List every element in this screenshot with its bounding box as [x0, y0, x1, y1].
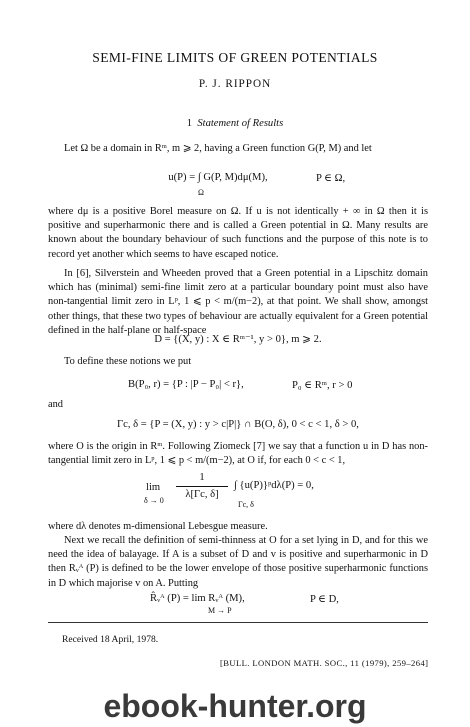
equation-1-condition: P ∈ Ω,: [316, 173, 346, 184]
equation-2: D = {(X, y) : X ∈ Rᵐ⁻¹, y > 0}, m ⩾ 2.: [154, 334, 322, 345]
equation-6-condition: P ∈ D,: [310, 594, 339, 605]
paragraph-3: In [6], Silverstein and Wheeden proved that a Green potential in a Lipschitz domain which has (minimal) semi-fine limit zero at a particular boundary point must also have non-tangential limit zero in Lᵖ, 1 ⩽ p < m/(m−2), at that point. We shall show, amongst other things, that these two types of behaviour are actually equivalent for a Green potential defined in the half-plane or half-space: [48, 268, 428, 336]
received-date: Received 18 April, 1978.: [62, 634, 159, 645]
journal-citation: [BULL. LONDON MATH. SOC., 11 (1979), 259–264]: [220, 658, 429, 668]
equation-5-denominator: λ[Γc, δ]: [185, 489, 219, 500]
equation-5-lim: lim: [146, 482, 161, 493]
paragraph-6: where O is the origin in Rᵐ. Following Ziomeck [7] we say that a function u in D has non-tangential limit zero in Lᵖ, 1 ⩽ p < m/(m−2), at O if, for each 0 < c < 1,: [48, 441, 428, 467]
equation-5-lim-subscript: δ → 0: [144, 496, 164, 505]
equation-6-subscript: M → P: [208, 606, 232, 615]
footer-rule: [48, 622, 428, 623]
equation-4: Γc, δ = {P = (X, y) : y > c|P|} ∩ B(O, δ), 0 < c < 1, δ > 0,: [117, 419, 359, 430]
equation-1-subscript: Ω: [198, 188, 204, 197]
equation-5-fraction-bar: [176, 486, 228, 487]
paragraph-2: where dμ is a positive Borel measure on Ω. If u is not identically + ∞ in Ω then it is positive and superharmonic there and is called a Green potential in Ω. Many results are known about the boundary behaviour of such functions and the purpose of this note is to record yet another which seems to have escaped notice.: [48, 206, 428, 260]
section-heading: [0, 118, 470, 129]
section-title: Statement of Results: [197, 118, 284, 129]
equation-6-body: R̂ᵥᴬ (P) = lim Rᵥᴬ (M),: [150, 593, 245, 604]
equation-5-integral-subscript: Γc, δ: [238, 500, 254, 509]
equation-5-numerator: 1: [199, 472, 205, 483]
equation-5: [48, 472, 428, 514]
equation-3-condition: P₀ ∈ Rᵐ, r > 0: [292, 380, 353, 391]
equation-3-body: B(P₀, r) = {P : |P − P₀| < r},: [128, 379, 244, 390]
equation-1: [48, 172, 428, 197]
paragraph-1: Let Ω be a domain in Rᵐ, m ⩾ 2, having a Green function G(P, M) and let: [64, 143, 372, 154]
section-number: 1: [186, 118, 193, 129]
watermark: ebook-hunter.org: [103, 688, 367, 724]
paragraph-7: where dλ denotes m-dimensional Lebesgue measure.: [48, 521, 268, 532]
paragraph-4: To define these notions we put: [64, 356, 192, 367]
paragraph-8: Next we recall the definition of semi-thinness at O for a set lying in D, and for this we need the idea of balayage. If A is a subset of D and v is positive and superharmonic in D then Rᵥᴬ (P) is defined to be the lower envelope of those positive superharmonic functions in D which majorise v on A. Putting: [48, 535, 428, 589]
paragraph-5: and: [48, 399, 64, 410]
equation-5-body: ∫ {u(P)}ᵖdλ(P) = 0,: [234, 480, 314, 491]
paper-author: P. J. RIPPON: [198, 78, 272, 90]
equation-1-body: u(P) = ∫ G(P, M)dμ(M),: [168, 172, 268, 183]
paper-title: SEMI-FINE LIMITS OF GREEN POTENTIALS: [92, 50, 378, 65]
